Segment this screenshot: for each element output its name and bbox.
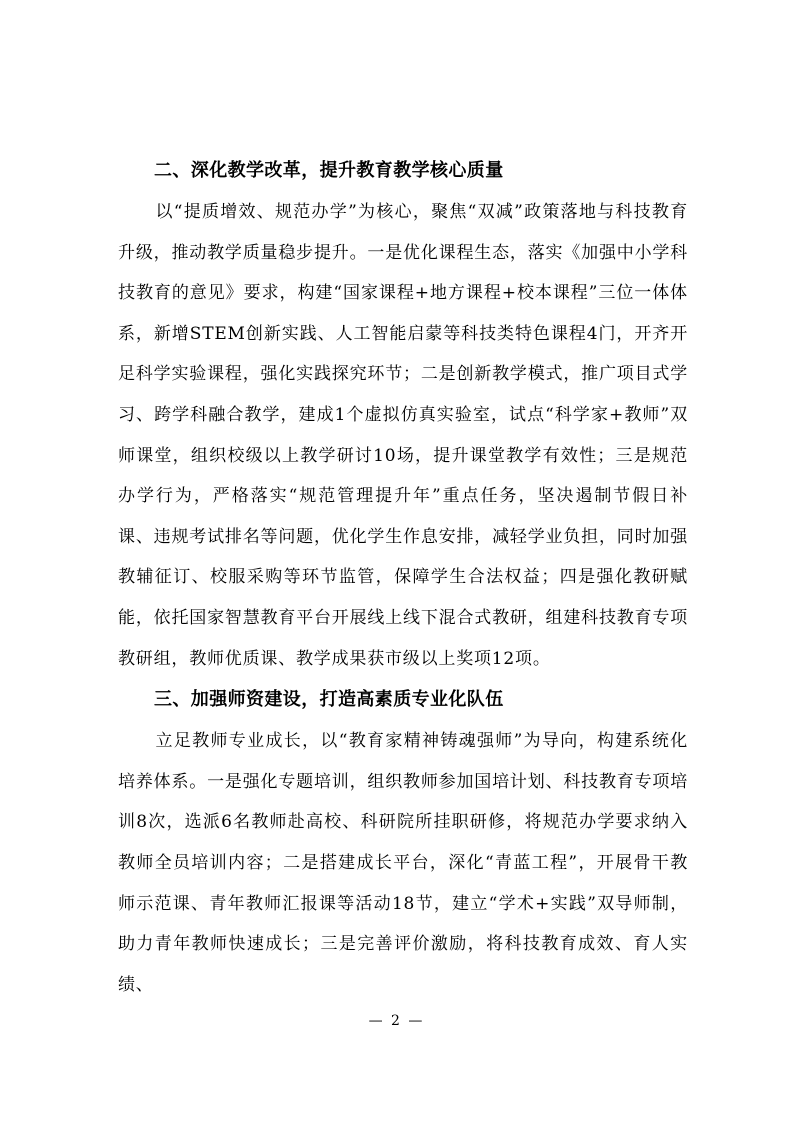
section-2-paragraph	[118, 192, 688, 679]
document-page	[118, 150, 688, 1005]
page-number: — 2 —	[368, 1013, 425, 1029]
section-3-heading: 三、加强师资建设，打造高素质专业化队伍	[154, 689, 504, 711]
section-3-paragraph	[118, 721, 688, 1005]
section-2-text: 以“提质增效、规范办学”为核心，聚焦“双减”政策落地与科技教育升级，推动教学质量稳步提升。一是优化课程生态，落实《加强中小学科技教育的意见》要求，构建“国家课程+地方课程+校本课程”三位一体体系，新增STEM创新实践、人工智能启蒙等科技类特色课程4门，开齐开足科学实验课程，强化实践探究环节；二是创新教学模式，推广项目式学习、跨学科融合教学，建成1个虚拟仿真实验室，试点“科学家+教师”双师课堂，组织校级以上教学研讨10场，提升课堂教学有效性；三是规范办学行为，严格落实“规范管理提升年”重点任务，坚决遏制节假日补课、违规考试排名等问题，优化学生作息安排，减轻学业负担，同时加强教辅征订、校服采购等环节监管，保障学生合法权益；四是强化教研赋能，依托国家智慧教育平台开展线上线下混合式教研，组建科技教育专项教研组，教师优质课、教学成果获市级以上奖项12项。	[118, 202, 688, 669]
section-3-text: 立足教师专业成长，以“教育家精神铸魂强师”为导向，构建系统化培养体系。一是强化专题培训，组织教师参加国培计划、科技教育专项培训8次，选派6名教师赴高校、科研院所挂职研修，将规范办学要求纳入教师全员培训内容；二是搭建成长平台，深化“青蓝工程”，开展骨干教师示范课、青年教师汇报课等活动18节，建立“学术+实践”双导师制，助力青年教师快速成长；三是完善评价激励，将科技教育成效、育人实绩、	[118, 731, 688, 995]
section-2-heading: 二、深化教学改革，提升教育教学核心质量	[154, 160, 504, 181]
